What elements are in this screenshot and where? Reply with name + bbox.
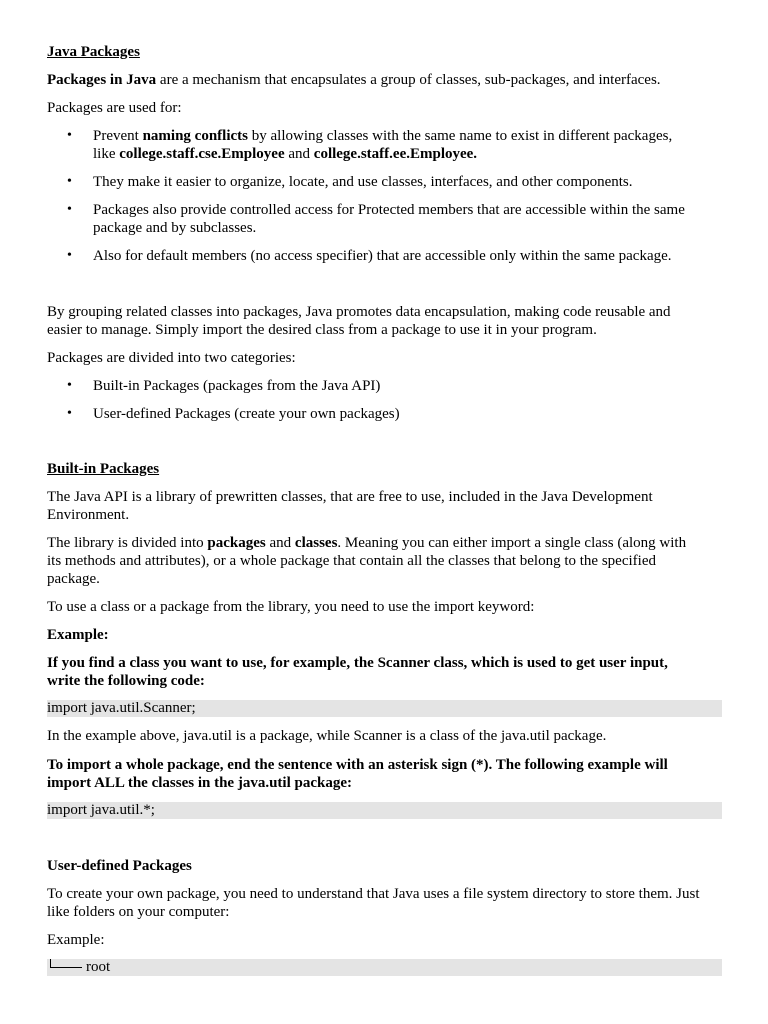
packages-bold: packages — [207, 535, 266, 551]
code-block-wildcard: import java.util.*; — [47, 802, 722, 819]
bullet-marker: • — [67, 174, 72, 189]
scanner-example-text-line2: write the following code: — [47, 673, 205, 689]
code-block-scanner: import java.util.Scanner; — [47, 700, 722, 717]
heading-user-defined-packages: User-defined Packages — [47, 858, 192, 874]
definition-bold: Packages in Java — [47, 72, 157, 88]
java-api-paragraph: The Java API is a library of prewritten classes, that are free to use, included in the Java Development — [47, 489, 653, 505]
example-label-user-defined: Example: — [47, 932, 105, 948]
bullet-naming-conflicts-line2: like college.staff.cse.Employee and college.staff.ee.Employee. — [93, 146, 478, 162]
tree-root-label: root — [86, 959, 111, 975]
java-util-explanation: In the example above, java.util is a package, while Scanner is a class of the java.util package. — [47, 728, 607, 744]
library-paragraph-line3: package. — [47, 571, 100, 587]
categories-text: Packages are divided into two categories: — [47, 350, 296, 366]
class-name-ee: college.staff.ee.Employee. — [313, 146, 478, 162]
tree-branch-icon — [50, 959, 82, 968]
bullet-marker: • — [67, 406, 72, 421]
bullet-protected: Packages also provide controlled access for Protected members that are accessible within the same — [93, 202, 685, 218]
bullet-protected-line2: package and by subclasses. — [93, 220, 257, 236]
code-block-directory-tree — [47, 959, 722, 976]
classes-bold: classes — [294, 535, 338, 551]
bullet-marker: • — [67, 248, 72, 263]
heading-builtin-packages: Built-in Packages — [47, 461, 160, 477]
library-paragraph: The library is divided into packages and classes. Meaning you can either import a single class (along with — [47, 535, 687, 551]
bullet-naming-conflicts: Prevent naming conflicts by allowing classes with the same name to exist in different packages, — [93, 128, 673, 144]
whole-package-text-line2: import ALL the classes in the java.util package: — [47, 775, 353, 791]
used-for-text: Packages are used for: — [47, 100, 182, 116]
category-builtin: Built-in Packages (packages from the Java API) — [93, 378, 381, 394]
file-system-paragraph: To create your own package, you need to understand that Java uses a file system directory to store them. Just — [47, 886, 700, 902]
grouping-paragraph: By grouping related classes into packages, Java promotes data encapsulation, making code reusable and — [47, 304, 671, 320]
bullet-marker: • — [67, 202, 72, 217]
naming-conflicts-bold: naming conflicts — [142, 128, 248, 144]
scanner-example-text: If you find a class you want to use, for example, the Scanner class, which is used to get user input, — [47, 655, 668, 671]
definition-paragraph — [47, 71, 722, 89]
file-system-paragraph-line2: like folders on your computer: — [47, 904, 230, 920]
whole-package-text: To import a whole package, end the sentence with an asterisk sign (*). The following example will — [47, 757, 668, 773]
bullet-marker: • — [67, 128, 72, 143]
bullet-marker: • — [67, 378, 72, 393]
bullet-default-members: Also for default members (no access specifier) that are accessible only within the same package. — [93, 248, 672, 264]
bullet-organize: They make it easier to organize, locate, and use classes, interfaces, and other components. — [93, 174, 633, 190]
category-user-defined: User-defined Packages (create your own packages) — [93, 406, 400, 422]
class-name-cse: college.staff.cse.Employee — [119, 146, 285, 162]
import-keyword-text: To use a class or a package from the library, you need to use the import keyword: — [47, 599, 535, 615]
heading-java-packages: Java Packages — [47, 44, 140, 60]
java-api-paragraph-line2: Environment. — [47, 507, 130, 523]
example-label: Example: — [47, 627, 109, 643]
definition-text: are a mechanism that encapsulates a group of classes, sub-packages, and interfaces. — [156, 72, 661, 88]
library-paragraph-line2: its methods and attributes), or a whole package that contain all the classes that belong to the specified — [47, 553, 656, 569]
grouping-paragraph-line2: easier to manage. Simply import the desired class from a package to use it in your program. — [47, 322, 597, 338]
